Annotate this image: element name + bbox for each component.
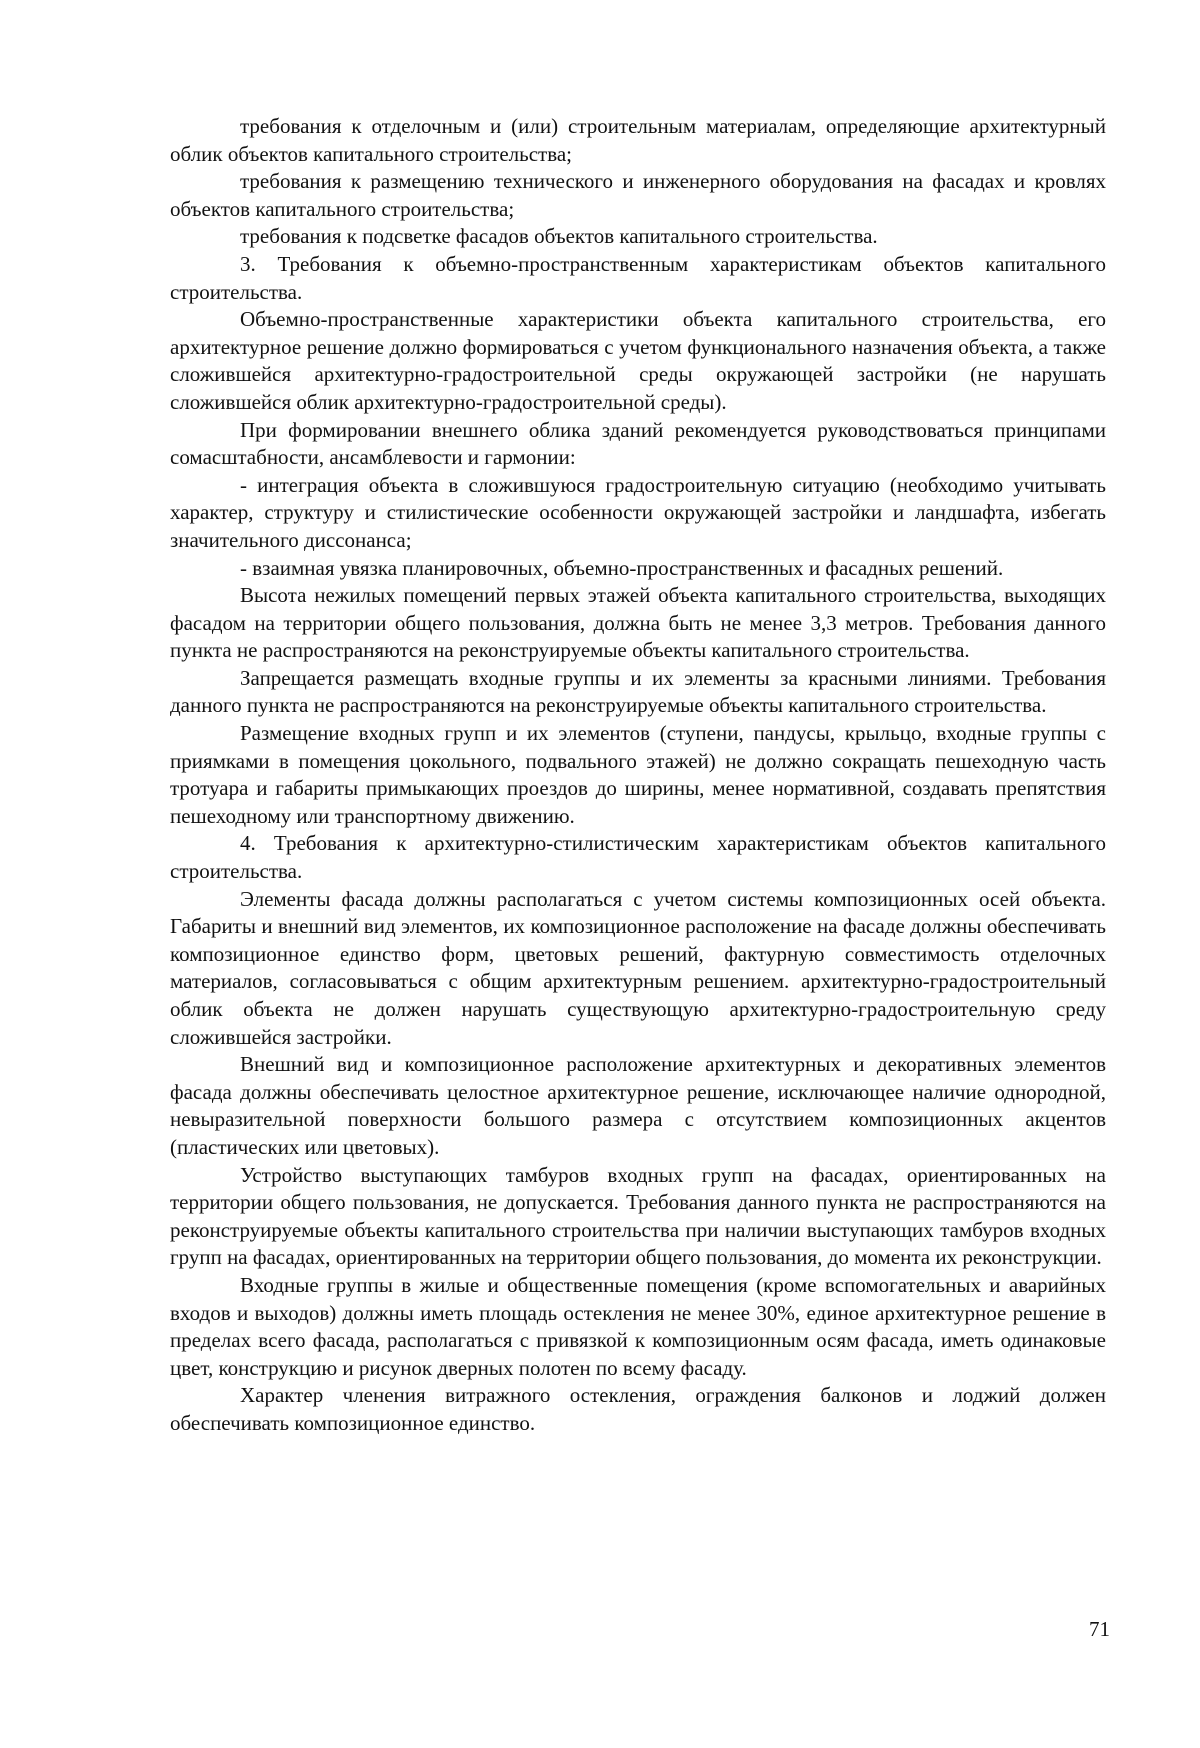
paragraph: требования к размещению технического и инженерного оборудования на фасадах и кровлях объектов капитального строительства; [170, 169, 1106, 221]
paragraph: Характер членения витражного остекления, ограждения балконов и лоджий должен обеспечивать композиционное единство. [170, 1383, 1106, 1435]
paragraph: Объемно-пространственные характеристики объекта капитального строительства, его архитектурное решение должно формироваться с учетом функционального назначения объекта, а также сложившейся архитектурно-градостроительной среды окружающей застройки (не нарушать сложившейся облик архитектурно-градостроительной среды). [170, 307, 1106, 414]
paragraph: Входные группы в жилые и общественные помещения (кроме вспомогательных и аварийных входов и выходов) должны иметь площадь остекления не менее 30%, единое архитектурное решение в пределах всего фасада, располагаться с привязкой к композиционным осям фасада, иметь одинаковые цвет, конструкцию и рисунок дверных полотен по всему фасаду. [170, 1272, 1106, 1380]
paragraph: Внешний вид и композиционное расположение архитектурных и декоративных элементов фасада должны обеспечивать целостное архитектурное решение, исключающее наличие однородной, невыразительной поверхности большого размера с отсутствием композиционных акцентов (пластических или цветовых). [170, 1052, 1106, 1159]
paragraph: Размещение входных групп и их элементов (ступени, пандусы, крыльцо, входные группы с приямками в помещения цокольного, подвального этажей) не должно сокращать пешеходную часть тротуара и габариты примыкающих проездов до ширины, менее нормативной, создавать препятствия пешеходному или транспортному движению. [170, 721, 1106, 828]
document-body [170, 113, 1106, 1438]
paragraph: требования к подсветке фасадов объектов капитального строительства. [240, 224, 878, 249]
paragraph: Высота нежилых помещений первых этажей объекта капитального строительства, выходящих фасадом на территории общего пользования, должна быть не менее 3,3 метров. Требования данного пункта не распространяются на реконструируемые объекты капитального строительства. [170, 583, 1106, 663]
page-number: 71 [1089, 1617, 1110, 1641]
paragraph: При формировании внешнего облика зданий рекомендуется руководствоваться принципами сомасштабности, ансамблевости и гармонии: [170, 417, 1106, 470]
list-item: - интеграция объекта в сложившуюся градостроительную ситуацию (необходимо учитывать характер, структуру и стилистические особенности окружающей застройки и ландшафта, избегать значительного диссонанса; [170, 472, 1106, 552]
paragraph: требования к отделочным и (или) строительным материалам, определяющие архитектурный облик объектов капитального строительства; [170, 114, 1106, 166]
paragraph: Элементы фасада должны располагаться с учетом системы композиционных осей объекта. Габариты и внешний вид элементов, их композиционное расположение на фасаде должны обеспечивать композиционное единство форм, цветовых решений, фактурную совместимость отделочных материалов, согласовываться с общим архитектурным решением. архитектурно-градостроительный облик объекта не должен нарушать существующую архитектурно-градостроительную среду сложившейся застройки. [170, 886, 1106, 1049]
section-heading-3: 3. Требования к объемно-пространственным характеристикам объектов капитального строительства. [170, 251, 1106, 304]
list-item: - взаимная увязка планировочных, объемно-пространственных и фасадных решений. [240, 555, 1004, 580]
section-heading-4: 4. Требования к архитектурно-стилистическим характеристикам объектов капитального строительства. [170, 831, 1106, 884]
paragraph: Устройство выступающих тамбуров входных групп на фасадах, ориентированных на территории общего пользования, не допускается. Требования данного пункта не распространяются на реконструируемые объекты капитального строительства при наличии выступающих тамбуров входных групп на фасадах, ориентированных на территории общего пользования, до момента их реконструкции. [170, 1162, 1106, 1270]
paragraph: Запрещается размещать входные группы и их элементы за красными линиями. Требования данного пункта не распространяются на реконструируемые объекты капитального строительства. [170, 665, 1106, 718]
